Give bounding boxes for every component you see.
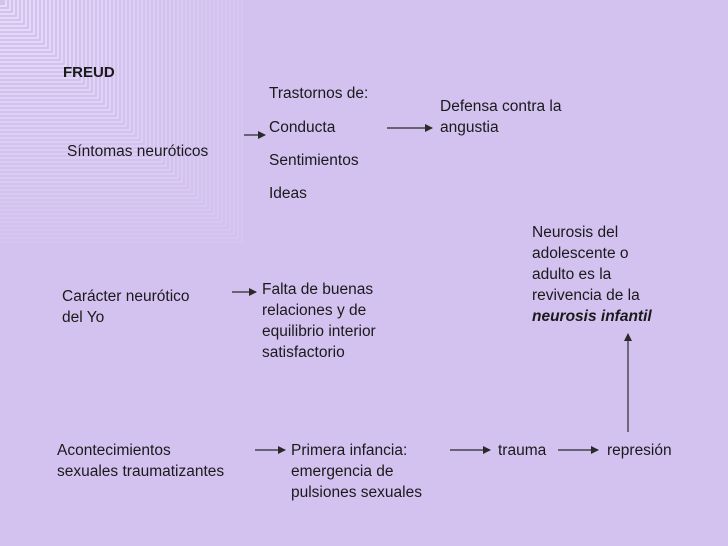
- neurosis-line: adolescente o: [532, 245, 629, 262]
- disorders-heading: Trastornos de:: [269, 85, 369, 102]
- disorder-item: Conducta: [269, 119, 336, 136]
- symptoms-node: Síntomas neuróticos: [67, 143, 209, 160]
- disorder-item: Sentimientos: [269, 152, 359, 169]
- neurosis-line: Neurosis del: [532, 224, 619, 241]
- neurosis-line: revivencia de la: [532, 287, 640, 304]
- character-line: del Yo: [62, 309, 105, 326]
- disorder-item: Ideas: [269, 185, 307, 202]
- relations-line: satisfactorio: [262, 344, 345, 361]
- relations-line: Falta de buenas: [262, 281, 374, 298]
- defense-line: Defensa contra la: [440, 98, 562, 115]
- trauma-node: trauma: [498, 442, 547, 459]
- neurosis-line: adulto es la: [532, 266, 612, 283]
- childhood-line: pulsiones sexuales: [291, 484, 422, 501]
- childhood-line: Primera infancia:: [291, 442, 408, 459]
- relations-line: relaciones y de: [262, 302, 367, 319]
- neurosis-emphasis: neurosis infantil: [532, 308, 652, 325]
- diagram-title: FREUD: [63, 64, 115, 81]
- defense-line: angustia: [440, 119, 499, 136]
- events-line: sexuales traumatizantes: [57, 463, 225, 480]
- repression-node: represión: [607, 442, 672, 459]
- relations-line: equilibrio interior: [262, 323, 376, 340]
- childhood-line: emergencia de: [291, 463, 394, 480]
- character-line: Carácter neurótico: [62, 288, 190, 305]
- events-line: Acontecimientos: [57, 442, 171, 459]
